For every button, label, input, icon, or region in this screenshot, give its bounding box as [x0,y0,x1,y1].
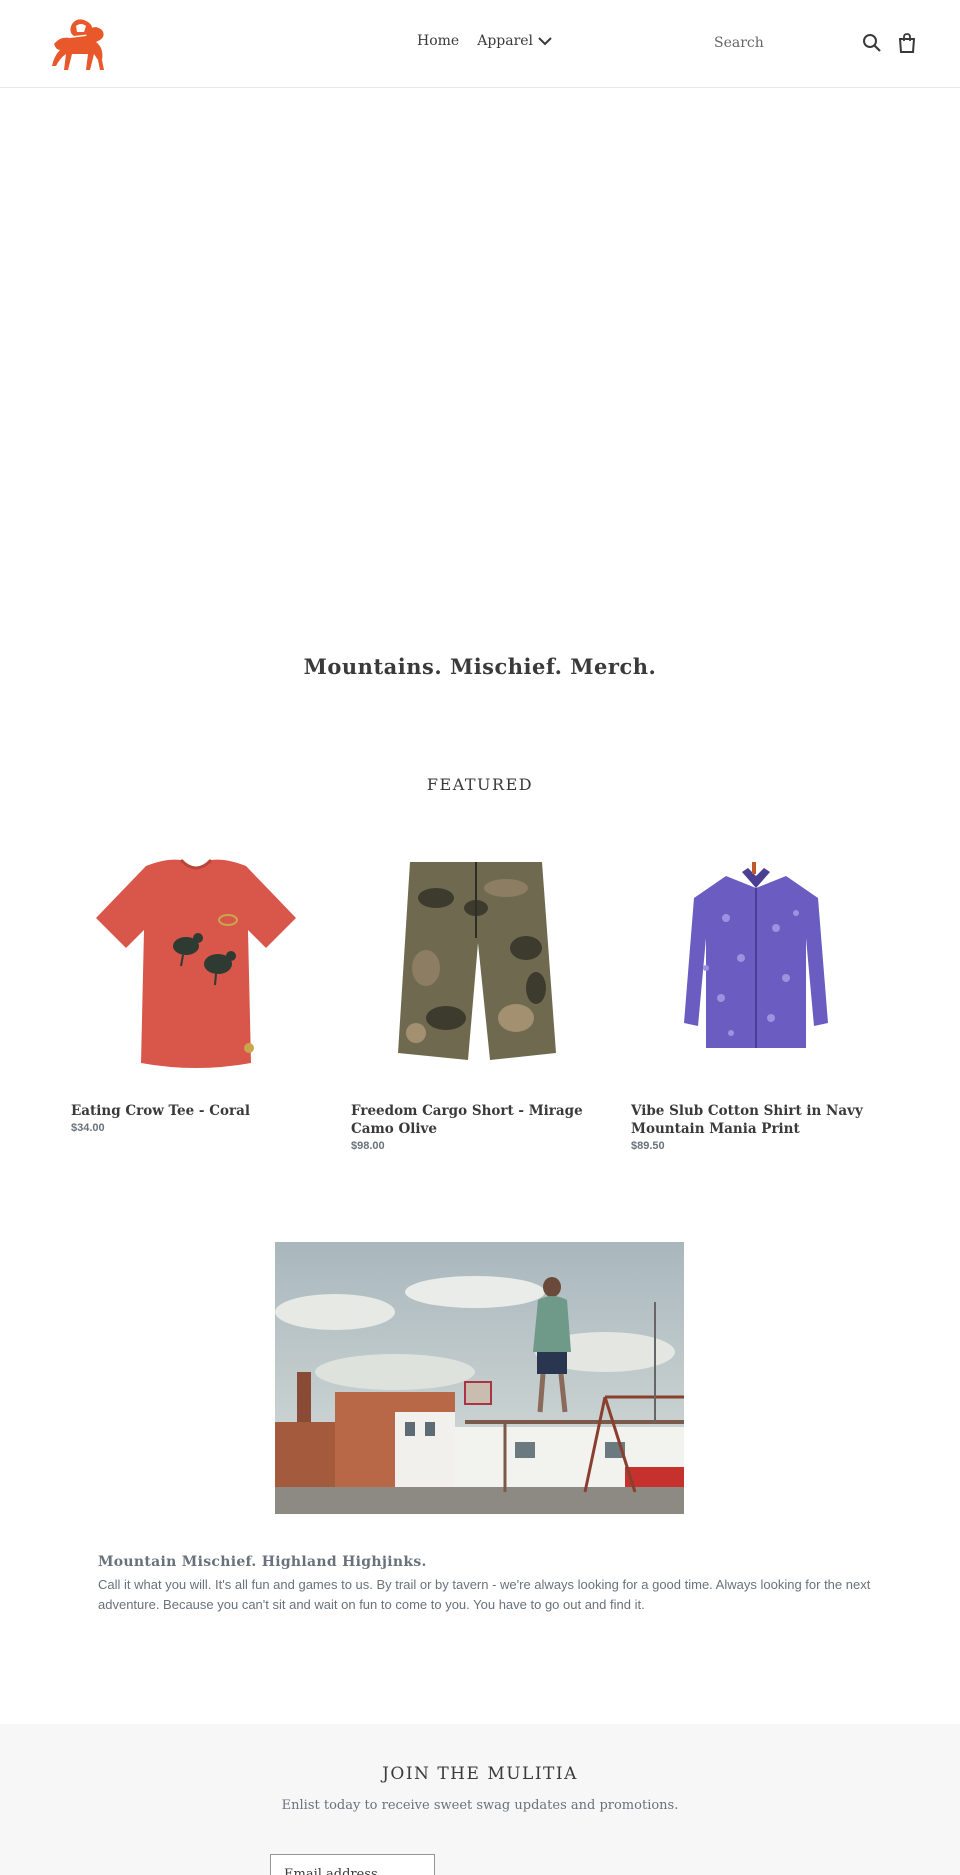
tshirt-image [86,848,306,1078]
product-price: $98.00 [351,1140,385,1152]
search-icon[interactable] [862,33,882,53]
product-card[interactable] [351,836,601,1152]
product-image[interactable] [71,836,321,1090]
search-input[interactable] [714,31,844,55]
product-price: $89.50 [631,1140,665,1152]
nav-home-label: Home [417,33,460,49]
story-heading: Mountain Mischief. Highland Highjinks. [98,1554,427,1570]
product-image[interactable] [351,836,601,1090]
site-header [0,0,960,88]
product-card[interactable] [71,836,321,1134]
product-name[interactable]: Vibe Slub Cotton Shirt in Navy Mountain Mania Print [631,1103,863,1137]
email-field[interactable] [270,1854,435,1875]
chevron-down-icon [537,33,553,49]
nav-apparel-label: Apparel [477,33,534,49]
cart-icon[interactable] [897,32,917,54]
product-name[interactable]: Eating Crow Tee - Coral [71,1103,250,1119]
nav-home[interactable] [417,33,459,49]
product-card[interactable] [631,836,881,1152]
featured-heading: FEATURED [426,775,534,794]
newsletter-heading: JOIN THE MULITIA [382,1764,578,1784]
shirt-image [646,848,866,1078]
main-nav [417,33,553,49]
hero-tagline: Mountains. Mischief. Merch. [303,654,657,679]
story-text: Call it what you will. It's all fun and games to us. By trail or by tavern - we're always looking for a good time. Always looking for the next adventure. Because you can't sit and wait on fun to come to you. You have to go out and find it. [98,1577,871,1612]
hero-banner [0,89,960,629]
shorts-image [366,848,586,1078]
mule-logo[interactable] [46,14,110,72]
product-price: $34.00 [71,1122,105,1134]
product-name[interactable]: Freedom Cargo Short - Mirage Camo Olive [351,1103,583,1137]
product-image[interactable] [631,836,881,1090]
newsletter-subtitle: Enlist today to receive sweet swag updates and promotions. [281,1798,679,1813]
newsletter-section [0,1724,960,1875]
nav-apparel[interactable] [477,33,553,49]
lifestyle-image [275,1242,684,1514]
